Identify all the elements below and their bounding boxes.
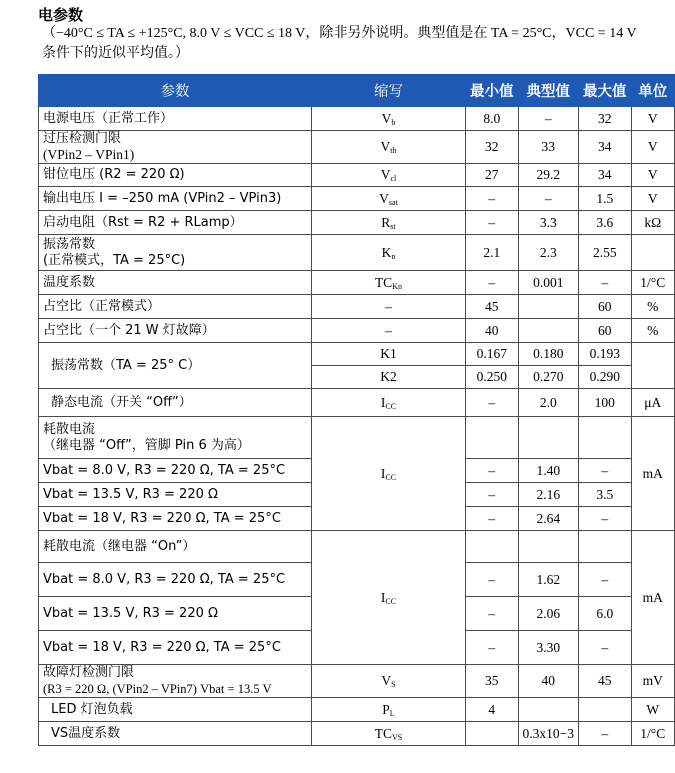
- min-cell: –: [466, 507, 519, 531]
- min-cell: 45: [466, 295, 519, 319]
- param-cell: 占空比（正常模式）: [39, 295, 312, 319]
- abbr-cell: –: [311, 295, 465, 319]
- unit-cell: %: [631, 319, 675, 343]
- max-cell: 3.6: [579, 211, 632, 235]
- param-line: (正常模式，TA = 25°C): [43, 252, 186, 268]
- table-row: [39, 107, 675, 131]
- unit-cell: V: [631, 107, 675, 131]
- max-cell: 0.290: [579, 366, 632, 389]
- max-cell: 60: [579, 295, 632, 319]
- abbr-cell: $V_b$: [311, 107, 465, 131]
- table-row: [39, 389, 675, 417]
- min-cell: 0.250: [466, 366, 519, 389]
- unit-cell: mV: [631, 665, 675, 698]
- unit-cell: W: [631, 698, 675, 722]
- min-cell: –: [466, 597, 519, 631]
- typ-cell: 2.0: [518, 389, 579, 417]
- min-cell: 4: [466, 698, 519, 722]
- typ-cell: [518, 531, 579, 563]
- param-line: 故障灯检测门限: [43, 665, 135, 680]
- max-cell: –: [579, 722, 632, 746]
- table-row: [39, 698, 675, 722]
- max-cell: 34: [579, 164, 632, 187]
- table-row: [39, 722, 675, 746]
- unit-cell: kΩ: [631, 211, 675, 235]
- table-row: [39, 343, 675, 366]
- typ-cell: [518, 295, 579, 319]
- unit-cell: 1/°C: [631, 271, 675, 295]
- unit-cell: μA: [631, 389, 675, 417]
- header-param: 参数: [39, 75, 312, 107]
- table-row: [39, 211, 675, 235]
- typ-cell: –: [518, 187, 579, 211]
- param-cell: Vbat = 13.5 V, R3 = 220 Ω: [39, 597, 312, 631]
- abbr-cell: K2: [311, 366, 465, 389]
- typ-cell: 0.270: [518, 366, 579, 389]
- max-cell: [579, 698, 632, 722]
- param-cell: Vbat = 13.5 V, R3 = 220 Ω: [39, 483, 312, 507]
- header-max: 最大值: [579, 75, 632, 107]
- max-cell: –: [579, 459, 632, 483]
- table-row: [39, 235, 675, 271]
- abbr-cell: $V_{cl}$: [311, 164, 465, 187]
- typ-cell: 2.16: [518, 483, 579, 507]
- unit-cell: [631, 343, 675, 389]
- abbr-cell: $TC_{VS}$: [311, 722, 465, 746]
- min-cell: –: [466, 563, 519, 597]
- abbr-cell: –: [311, 319, 465, 343]
- param-line: 耗散电流: [43, 421, 96, 437]
- param-cell: 耗散电流（继电器 “On”）: [39, 531, 312, 563]
- max-cell: –: [579, 631, 632, 665]
- table-row: [39, 271, 675, 295]
- param-cell: 静态电流（开关 “Off”）: [39, 389, 312, 417]
- param-line: (R3 = 220 Ω, (VPin2 – VPin7) Vbat = 13.5 V: [43, 682, 272, 696]
- typ-cell: 0.001: [518, 271, 579, 295]
- min-cell: 2.1: [466, 235, 519, 271]
- header-unit: 单位: [631, 75, 675, 107]
- max-cell: –: [579, 271, 632, 295]
- table-row: [39, 164, 675, 187]
- abbr-cell: $I_{CC}$: [311, 417, 465, 531]
- max-cell: –: [579, 563, 632, 597]
- min-cell: 35: [466, 665, 519, 698]
- param-line: (VPin2 – VPin1): [43, 147, 135, 162]
- abbr-cell: $K_n$: [311, 235, 465, 271]
- typ-cell: –: [518, 107, 579, 131]
- param-cell: [39, 235, 312, 271]
- max-cell: [579, 531, 632, 563]
- typ-cell: 1.62: [518, 563, 579, 597]
- unit-cell: mA: [631, 531, 675, 665]
- max-cell: –: [579, 507, 632, 531]
- min-cell: –: [466, 271, 519, 295]
- table-row: [39, 295, 675, 319]
- min-cell: –: [466, 483, 519, 507]
- unit-cell: V: [631, 131, 675, 164]
- unit-cell: V: [631, 164, 675, 187]
- table-row: [39, 131, 675, 164]
- param-cell: 振荡常数（TA = 25° C）: [39, 343, 312, 389]
- electrical-parameters-table: [38, 74, 675, 746]
- param-cell: Vbat = 8.0 V, R3 = 220 Ω, TA = 25°C: [39, 459, 312, 483]
- table-row: [39, 665, 675, 698]
- table-header-row: [39, 75, 675, 107]
- typ-cell: 3.30: [518, 631, 579, 665]
- min-cell: [466, 417, 519, 459]
- max-cell: 32: [579, 107, 632, 131]
- param-cell: 电源电压（正常工作）: [39, 107, 312, 131]
- max-cell: 3.5: [579, 483, 632, 507]
- abbr-cell: $V_S$: [311, 665, 465, 698]
- max-cell: 34: [579, 131, 632, 164]
- table-row: [39, 187, 675, 211]
- typ-cell: 2.06: [518, 597, 579, 631]
- param-cell: 钳位电压 (R2 = 220 Ω): [39, 164, 312, 187]
- abbr-cell: K1: [311, 343, 465, 366]
- unit-cell: V: [631, 187, 675, 211]
- unit-cell: 1/°C: [631, 722, 675, 746]
- param-cell: Vbat = 8.0 V, R3 = 220 Ω, TA = 25°C: [39, 563, 312, 597]
- min-cell: 32: [466, 131, 519, 164]
- param-cell: 启动电阻（Rst = R2 + RLamp）: [39, 211, 312, 235]
- max-cell: 60: [579, 319, 632, 343]
- min-cell: 40: [466, 319, 519, 343]
- param-cell: [39, 665, 312, 698]
- typ-cell: 2.64: [518, 507, 579, 531]
- param-cell: [39, 417, 312, 459]
- abbr-cell: $TC_{Kn}$: [311, 271, 465, 295]
- param-line: 过压检测门限: [43, 131, 122, 146]
- header-typ: 典型值: [518, 75, 579, 107]
- min-cell: [466, 531, 519, 563]
- unit-cell: mA: [631, 417, 675, 531]
- min-cell: –: [466, 211, 519, 235]
- typ-cell: 2.3: [518, 235, 579, 271]
- table-row: [39, 531, 675, 563]
- param-line: 振荡常数: [43, 236, 96, 252]
- typ-cell: 29.2: [518, 164, 579, 187]
- param-cell: 输出电压 I = –250 mA (VPin2 – VPin3): [39, 187, 312, 211]
- param-cell: 占空比（一个 21 W 灯故障）: [39, 319, 312, 343]
- min-cell: –: [466, 459, 519, 483]
- max-cell: [579, 417, 632, 459]
- header-min: 最小值: [466, 75, 519, 107]
- min-cell: –: [466, 187, 519, 211]
- min-cell: 8.0: [466, 107, 519, 131]
- typ-cell: [518, 319, 579, 343]
- typ-cell: 3.3: [518, 211, 579, 235]
- max-cell: 0.193: [579, 343, 632, 366]
- param-cell: [39, 131, 312, 164]
- table-row: [39, 319, 675, 343]
- min-cell: –: [466, 389, 519, 417]
- min-cell: [466, 722, 519, 746]
- abbr-cell: $V_{sat}$: [311, 187, 465, 211]
- typ-cell: 0.180: [518, 343, 579, 366]
- max-cell: 6.0: [579, 597, 632, 631]
- table-row: [39, 417, 675, 459]
- param-cell: 温度系数: [39, 271, 312, 295]
- min-cell: –: [466, 631, 519, 665]
- param-cell: LED 灯泡负载: [39, 698, 312, 722]
- abbr-cell: $I_{CC}$: [311, 389, 465, 417]
- unit-cell: %: [631, 295, 675, 319]
- param-line: （继电器 “Off”，管脚 Pin 6 为高）: [43, 437, 250, 453]
- typ-cell: 0.3x10−3: [518, 722, 579, 746]
- param-cell: Vbat = 18 V, R3 = 220 Ω, TA = 25°C: [39, 507, 312, 531]
- param-cell: Vbat = 18 V, R3 = 220 Ω, TA = 25°C: [39, 631, 312, 665]
- typ-cell: [518, 417, 579, 459]
- abbr-cell: $V_{th}$: [311, 131, 465, 164]
- test-conditions: （−40°C ≤ TA ≤ +125°C, 8.0 V ≤ VCC ≤ 18 V，除非另外说明。典型值是在 TA = 25°C，VCC = 14 V 条件下的近似平均值。）: [42, 26, 637, 61]
- typ-cell: 1.40: [518, 459, 579, 483]
- abbr-cell: $I_{CC}$: [311, 531, 465, 665]
- max-cell: 45: [579, 665, 632, 698]
- header-abbr: 缩写: [311, 75, 465, 107]
- abbr-cell: $R_{st}$: [311, 211, 465, 235]
- abbr-cell: $P_L$: [311, 698, 465, 722]
- typ-cell: 33: [518, 131, 579, 164]
- param-cell: VS温度系数: [39, 722, 312, 746]
- max-cell: 1.5: [579, 187, 632, 211]
- typ-cell: [518, 698, 579, 722]
- typ-cell: 40: [518, 665, 579, 698]
- max-cell: 100: [579, 389, 632, 417]
- unit-cell: [631, 235, 675, 271]
- max-cell: 2.55: [579, 235, 632, 271]
- min-cell: 27: [466, 164, 519, 187]
- section-title: 电参数: [38, 6, 84, 24]
- min-cell: 0.167: [466, 343, 519, 366]
